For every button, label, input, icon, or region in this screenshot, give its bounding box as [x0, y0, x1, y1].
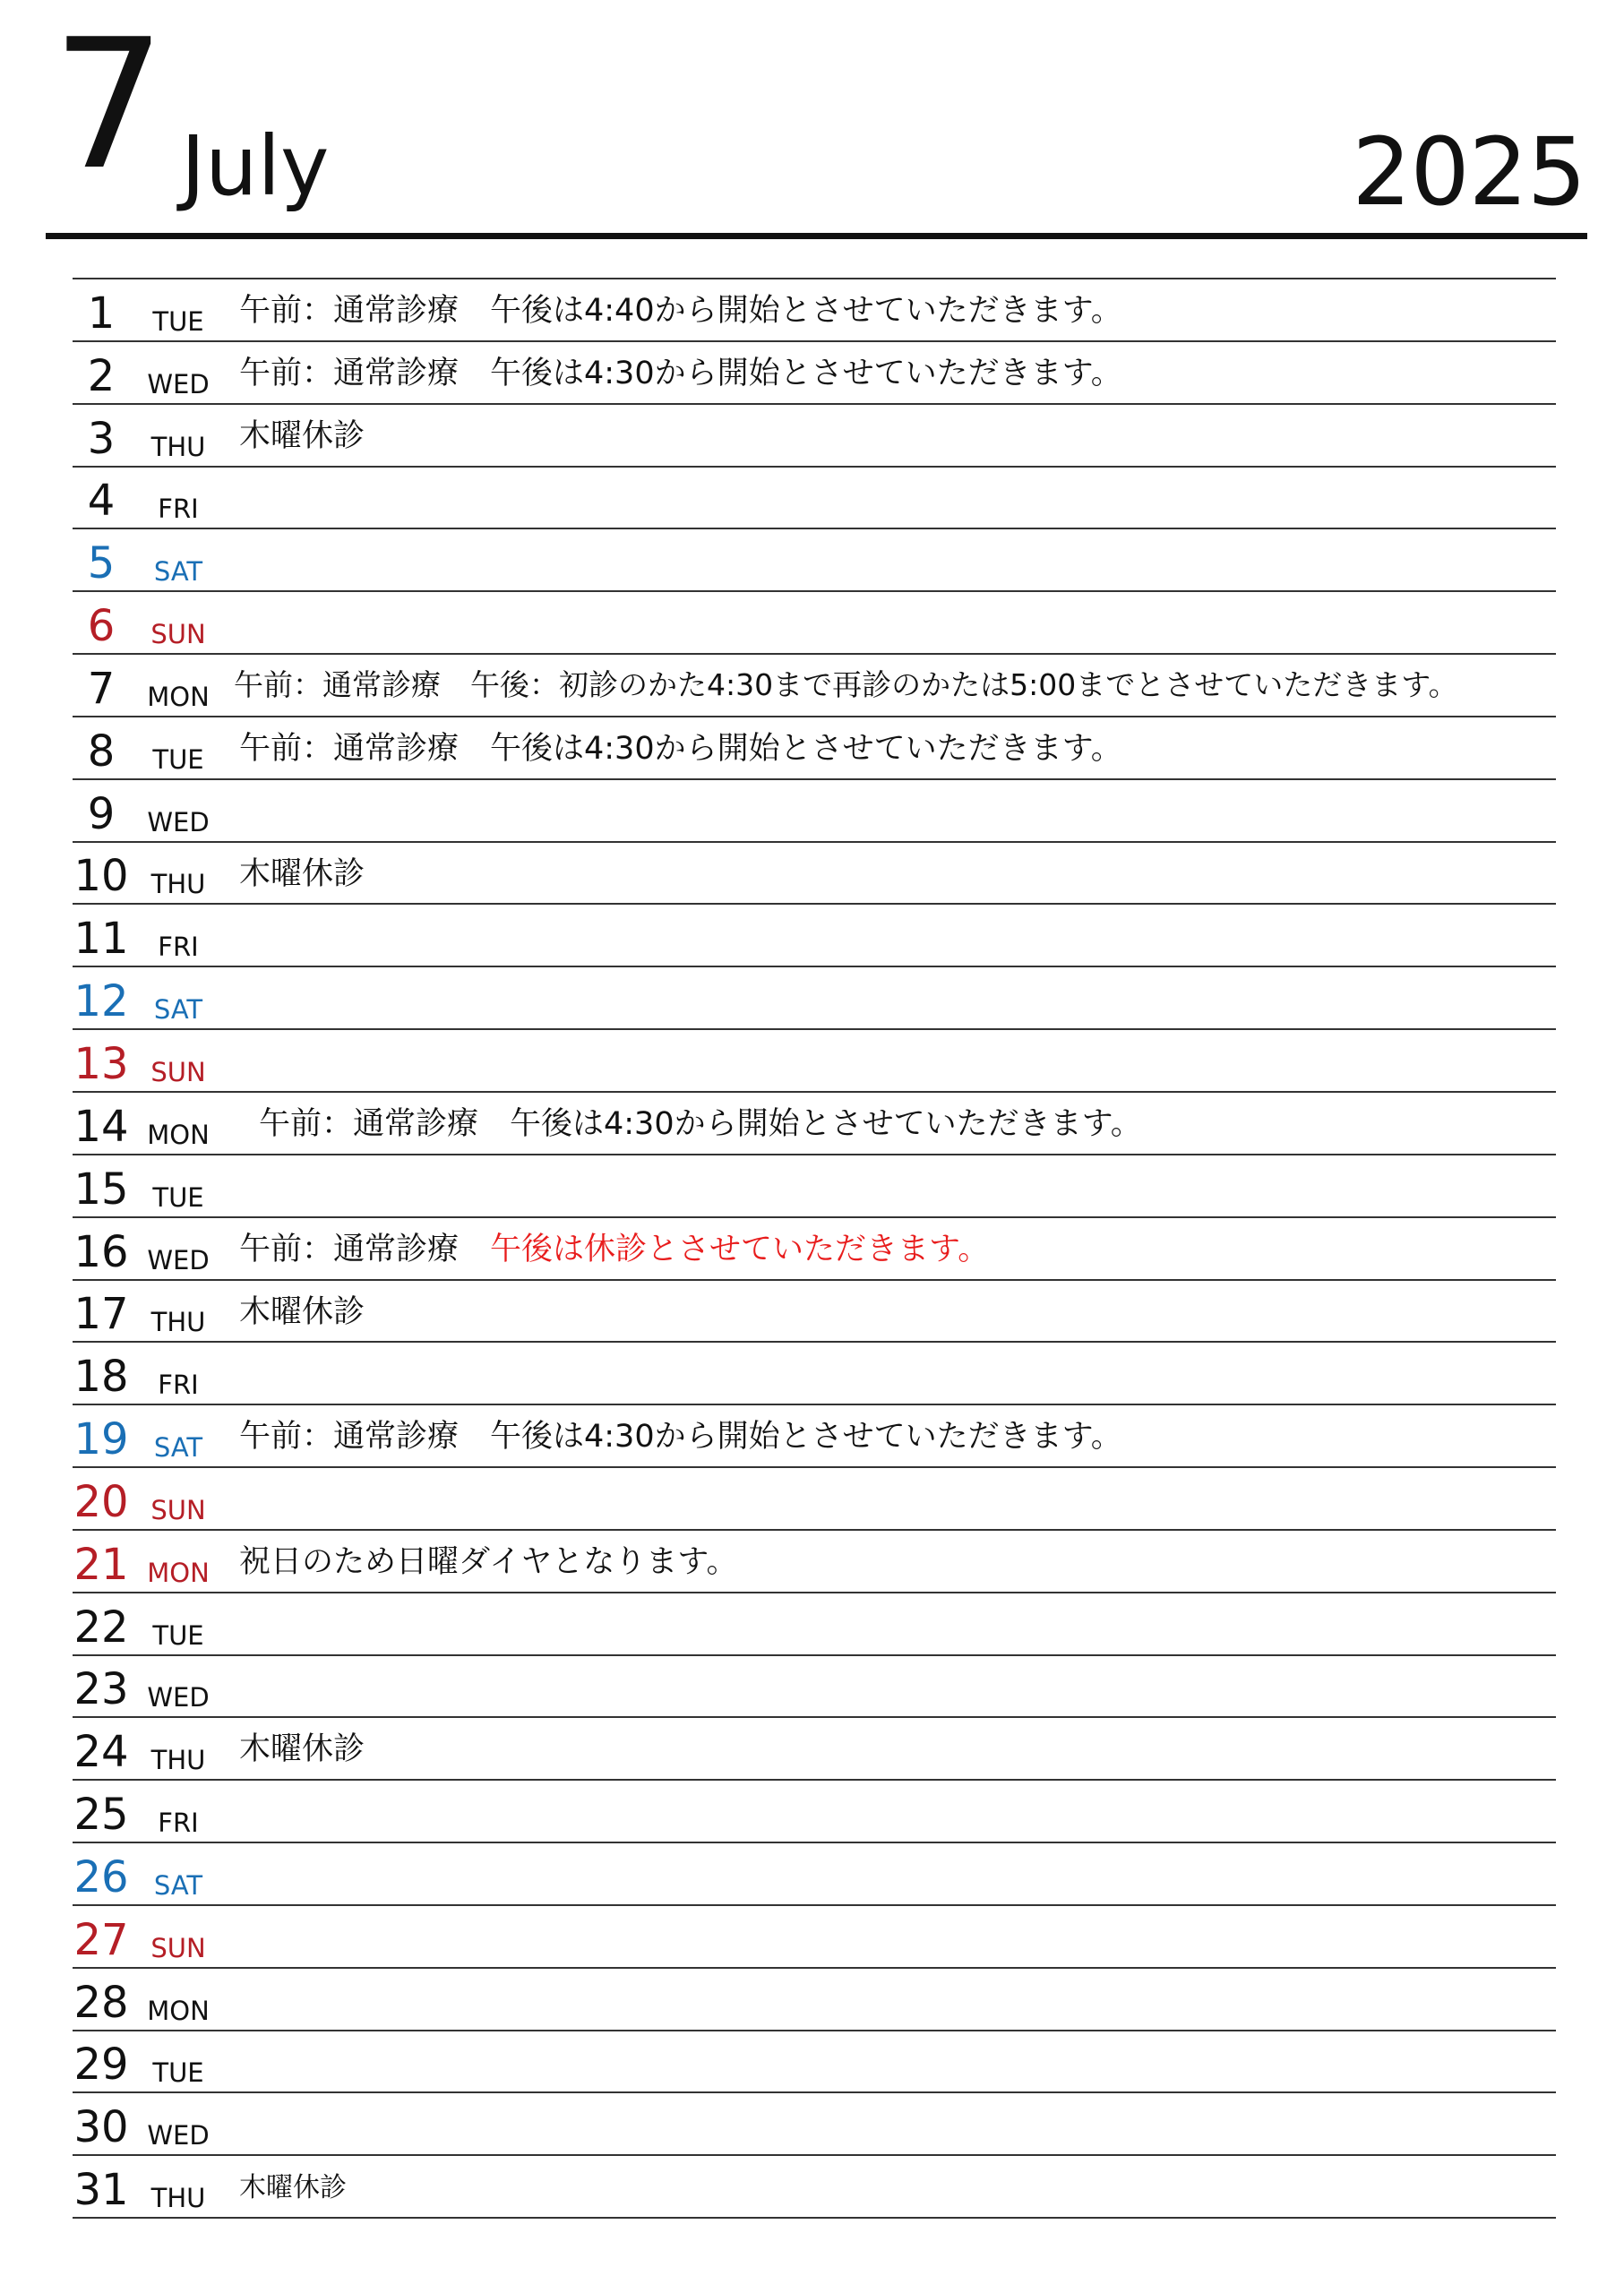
day-number: 22	[73, 1602, 129, 1653]
day-note: 午前：通常診療 午後は4:30から開始とさせていただきます。	[239, 1419, 1122, 1456]
day-number: 7	[87, 663, 116, 714]
day-note: 木曜休診	[239, 1293, 365, 1330]
day-row	[73, 1967, 1556, 2030]
day-number: 3	[87, 413, 116, 464]
day-row	[73, 1341, 1556, 1404]
weekday-label: SAT	[153, 1869, 203, 1901]
day-row	[73, 903, 1556, 966]
weekday-label: TUE	[152, 1619, 204, 1651]
day-row	[73, 466, 1556, 528]
day-number: 15	[73, 1164, 129, 1215]
day-note-normal: 午前：通常診療	[239, 1231, 491, 1267]
day-note-alert: 午後は休診とさせていただきます。	[490, 1231, 990, 1267]
day-number: 20	[73, 1476, 129, 1527]
day-row	[73, 2154, 1556, 2219]
weekday-label: THU	[150, 869, 206, 900]
day-note: 木曜休診	[239, 2172, 347, 2204]
weekday-label: MON	[147, 1119, 210, 1150]
day-row	[73, 966, 1556, 1028]
day-number: 25	[73, 1790, 129, 1841]
day-note: 祝日のため日曜ダイヤとなります。	[239, 1543, 738, 1580]
day-number: 27	[73, 1914, 129, 1965]
day-row	[73, 1592, 1556, 1654]
weekday-label: THU	[150, 1307, 206, 1338]
weekday-label: SAT	[153, 556, 203, 588]
day-number: 23	[73, 1664, 129, 1715]
day-number: 14	[73, 1101, 129, 1152]
day-number: 1	[87, 288, 116, 339]
weekday-label: MON	[147, 1557, 210, 1588]
day-row	[73, 1091, 1556, 1154]
day-number: 30	[73, 2102, 129, 2153]
day-number: 26	[73, 1851, 129, 1902]
day-row	[73, 2091, 1556, 2154]
day-row	[73, 1028, 1556, 1091]
month-number: 7	[52, 1, 163, 210]
weekday-label: SUN	[150, 1494, 206, 1525]
day-note: 木曜休診	[239, 855, 365, 892]
day-number: 13	[73, 1038, 129, 1089]
calendar-header	[0, 0, 1624, 251]
weekday-label: SAT	[153, 1432, 203, 1464]
weekday-label: THU	[150, 431, 206, 462]
day-note	[239, 1231, 989, 1268]
day-number: 10	[73, 851, 129, 902]
weekday-label: FRI	[158, 1808, 199, 1839]
day-number: 18	[73, 1352, 129, 1403]
day-row	[73, 1466, 1556, 1529]
day-number: 28	[73, 1977, 129, 2028]
day-number: 9	[87, 788, 116, 839]
day-number: 31	[73, 2165, 129, 2216]
day-row	[73, 1779, 1556, 1842]
day-row	[73, 1842, 1556, 1904]
weekday-label: TUE	[152, 2057, 204, 2089]
month-name: July	[181, 118, 330, 214]
day-note: 午前：通常診療 午後は4:30から開始とさせていただきます。	[239, 355, 1122, 391]
header-divider	[46, 233, 1587, 239]
day-row	[73, 340, 1556, 403]
day-number: 5	[87, 538, 116, 589]
weekday-label: SUN	[150, 1056, 206, 1087]
day-row	[73, 1404, 1556, 1466]
day-note: 午前：通常診療 午後は4:40から開始とさせていただきます。	[239, 293, 1122, 329]
day-number: 16	[73, 1226, 129, 1277]
day-row	[73, 1279, 1556, 1342]
weekday-label: MON	[147, 1995, 210, 2026]
day-number: 6	[87, 601, 116, 652]
day-list	[73, 278, 1556, 2219]
day-row	[73, 2030, 1556, 2092]
weekday-label: TUE	[152, 743, 204, 775]
weekday-label: THU	[150, 2183, 206, 2214]
weekday-label: TUE	[152, 1181, 204, 1213]
day-note: 木曜休診	[239, 1731, 365, 1768]
day-number: 12	[73, 976, 129, 1027]
day-row	[73, 403, 1556, 466]
day-row	[73, 278, 1556, 340]
day-note: 木曜休診	[239, 417, 365, 454]
day-row	[73, 716, 1556, 778]
weekday-label: FRI	[158, 932, 199, 963]
day-row	[73, 1716, 1556, 1779]
weekday-label: SAT	[153, 994, 203, 1026]
day-row	[73, 653, 1556, 716]
day-note: 午前：通常診療 午後：初診のかた4:30まで再診のかたは5:00までとさせていただきます。	[234, 667, 1458, 703]
weekday-label: TUE	[152, 305, 204, 337]
day-number: 2	[87, 350, 116, 401]
day-note: 午前：通常診療 午後は4:30から開始とさせていただきます。	[259, 1105, 1142, 1142]
weekday-label: WED	[147, 1244, 210, 1275]
day-number: 29	[73, 2040, 129, 2091]
day-row	[73, 778, 1556, 841]
day-row	[73, 1216, 1556, 1279]
day-row	[73, 1904, 1556, 1967]
day-row	[73, 1529, 1556, 1592]
day-number: 17	[73, 1289, 129, 1340]
weekday-label: FRI	[158, 1370, 199, 1401]
weekday-label: FRI	[158, 494, 199, 525]
day-row	[73, 841, 1556, 904]
day-number: 24	[73, 1727, 129, 1778]
day-note: 午前：通常診療 午後は4:30から開始とさせていただきます。	[239, 730, 1122, 767]
day-number: 21	[73, 1539, 129, 1590]
weekday-label: WED	[147, 806, 210, 837]
day-number: 4	[87, 476, 116, 527]
day-row	[73, 528, 1556, 590]
weekday-label: WED	[147, 2120, 210, 2151]
day-row	[73, 1654, 1556, 1717]
day-number: 11	[73, 914, 129, 965]
day-row	[73, 590, 1556, 653]
weekday-label: WED	[147, 368, 210, 399]
weekday-label: SUN	[150, 619, 206, 650]
weekday-label: WED	[147, 1682, 210, 1713]
year: 2025	[1352, 117, 1585, 227]
weekday-label: THU	[150, 1745, 206, 1776]
day-number: 19	[73, 1414, 129, 1465]
weekday-label: MON	[147, 681, 210, 712]
weekday-label: SUN	[150, 1932, 206, 1963]
day-row	[73, 1154, 1556, 1216]
day-number: 8	[87, 726, 116, 777]
